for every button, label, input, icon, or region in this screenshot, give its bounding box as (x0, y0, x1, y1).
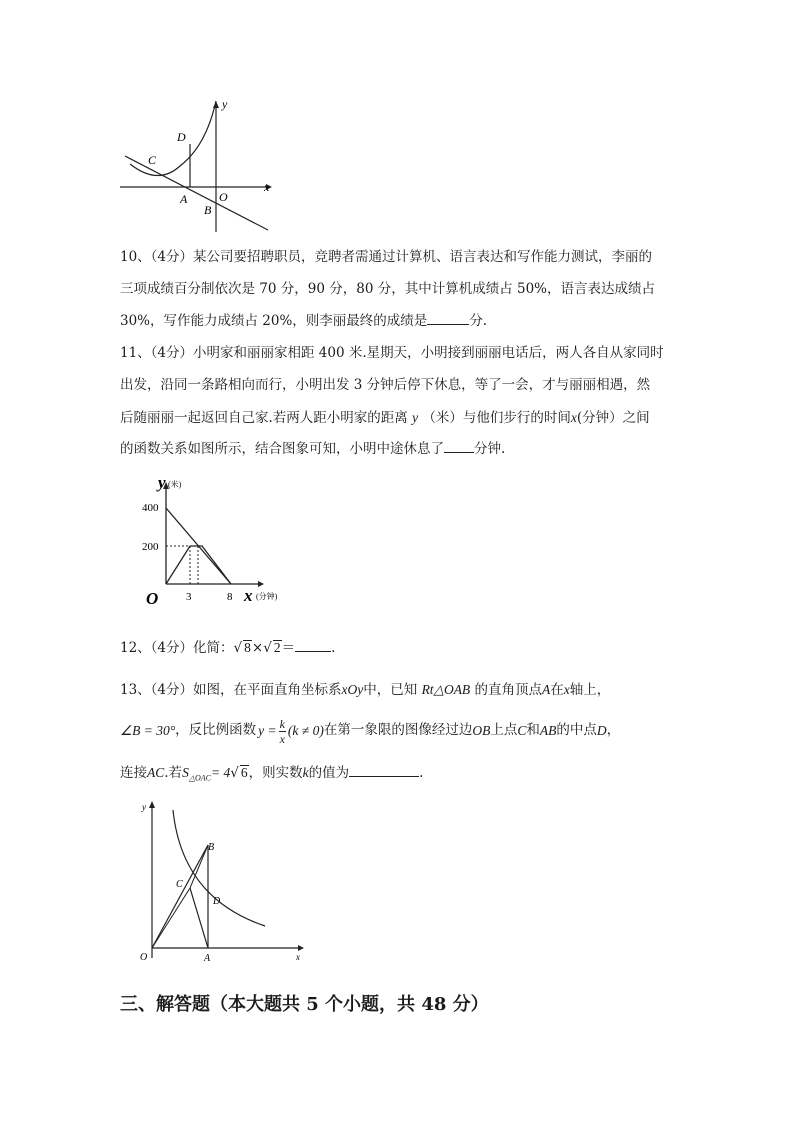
q10-line3-text: 30%，写作能力成绩占 20%，则李丽最终的成绩是 (120, 313, 428, 329)
q13-l2-c: 上点 (490, 722, 518, 739)
q13-area-sub: △OAC (188, 773, 211, 783)
q13-area-s: S (182, 765, 189, 780)
q11-line4-b: 分钟. (474, 441, 506, 457)
answer-blank-q10[interactable] (427, 324, 469, 325)
q12-line (120, 640, 335, 656)
q10-line1: 10、（4分）某公司要招聘职员，竞聘者需通过计算机、语言表达和写作能力测试，李丽的 (120, 249, 653, 265)
q13-fraction: $\frac{k}{x}$ (279, 716, 285, 746)
label-x: x (244, 586, 253, 605)
hyperbola (173, 810, 265, 926)
q11-line3-b: （米）与他们步行的时间 (422, 410, 571, 426)
q13-ab: AB (539, 723, 557, 739)
q11-var-x: x (570, 410, 577, 425)
q13-l3-b: .若 (164, 765, 183, 781)
q13-point-a: A (541, 682, 551, 697)
q13-l1-b: 中，已知 (363, 682, 418, 698)
segment-oc (152, 888, 190, 948)
q13-l1-a: 13、（4分）如图，在平面直角坐标系 (120, 682, 342, 698)
q13-l1-d: 在 (550, 682, 564, 698)
label-3: 3 (186, 591, 192, 603)
q11-line3 (120, 411, 650, 426)
q13-axis-x: x (563, 682, 570, 697)
q11-line4-a: 的函数关系如图所示，结合图象可知，小明中途休息了 (120, 441, 444, 457)
q13-l1-e: 轴上， (569, 682, 611, 698)
curve (130, 101, 216, 176)
label-a: A (204, 953, 211, 964)
label-d: D (213, 896, 221, 907)
figure-q11 (140, 470, 300, 610)
q13-line3 (120, 765, 423, 783)
segment-ob (152, 845, 208, 948)
q13-l3-a: 连接 (120, 765, 147, 781)
label-x: x (296, 952, 300, 962)
q13-line1 (120, 683, 610, 698)
line-cb (125, 156, 268, 230)
equals-sign: ＝ (281, 640, 296, 656)
sqrt-8: √ 8 (233, 640, 251, 656)
q13-area-eq: = 4 (210, 765, 231, 780)
q13-ob: OB (472, 723, 491, 739)
label-y: y (158, 473, 166, 492)
label-y-unit: (米) (168, 480, 182, 489)
q13-rt-oab: Rt△OAB (421, 682, 471, 697)
section-3-heading: 三、解答题（本大题共 5 个小题，共 48 分） (120, 994, 489, 1015)
figure-q9 (118, 96, 278, 236)
label-b: B (208, 842, 215, 853)
q10-line3 (120, 315, 487, 329)
q13-point-d: D (596, 723, 607, 739)
label-o: O (140, 952, 148, 963)
q12-prefix: 12、（4分）化简： (120, 640, 234, 656)
q11-line3-c: (分钟）之间 (576, 410, 650, 426)
label-8: 8 (227, 591, 233, 603)
q13-l1-c: 的直角顶点 (474, 682, 542, 698)
figure-q13 (120, 798, 320, 968)
label-d: D (177, 130, 186, 144)
times-sign: × (251, 640, 264, 656)
label-y: y (222, 97, 228, 111)
q13-condition: (k ≠ 0) (287, 723, 324, 739)
q11-line1: 11、（4分）小明家和丽丽家相距 400 米.星期天，小明接到丽丽电话后，两人各自从家同时 (120, 345, 664, 361)
y-axis-arrow (149, 801, 155, 808)
label-x-unit: (分钟) (256, 592, 278, 601)
q10-line3-end: 分. (469, 313, 488, 329)
label-c: C (176, 879, 183, 890)
q13-k: k (302, 765, 309, 780)
q11-line3-a: 后随丽丽一起返回自己家.若两人距小明家的距离 (120, 410, 408, 426)
label-c: C (148, 153, 157, 167)
q13-xoy: xOy (341, 682, 364, 697)
q11-line4 (120, 443, 505, 457)
label-origin: O (146, 589, 159, 608)
q13-l3-d: 的值为 (308, 765, 350, 781)
q13-point-c: C (517, 723, 527, 739)
sqrt-6: √ 6 (230, 765, 248, 781)
q13-l2-a: ，反比例函数 (175, 722, 257, 739)
label-400: 400 (142, 502, 159, 514)
q13-l3-c: ，则实数 (248, 765, 303, 781)
segment-ac (190, 888, 208, 948)
answer-blank-q13[interactable] (349, 776, 419, 777)
label-y: y (142, 802, 146, 812)
q13-line2 (120, 715, 620, 747)
q13-l2-b: 在第一象限的图像经过边 (323, 722, 473, 739)
q13-ac: AC (147, 765, 165, 780)
label-a: A (180, 192, 188, 206)
label-o: O (219, 190, 228, 204)
label-200: 200 (142, 541, 159, 553)
q13-l2-f: ， (606, 722, 621, 739)
q12-end: . (331, 640, 336, 656)
x-axis-arrow (258, 581, 264, 587)
q13-angle-b: ∠B = 30° (120, 723, 176, 739)
label-b: B (204, 203, 212, 217)
q13-l2-d: 和 (526, 722, 540, 739)
q10-line2: 三项成绩百分制依次是 70 分，90 分，80 分，其中计算机成绩占 50%，语言表达成绩占 (120, 281, 655, 297)
q13-l3-e: . (419, 765, 424, 781)
q13-y-eq: y = (258, 723, 277, 739)
sqrt-2: √ 2 (263, 640, 281, 656)
answer-blank-q12[interactable] (295, 651, 331, 652)
q11-var-y: y (412, 410, 419, 425)
q13-l2-e: 的中点 (556, 722, 597, 739)
label-x: x (264, 180, 270, 194)
q11-line2: 出发，沿同一条路相向而行，小明出发 3 分钟后停下休息，等了一会，才与丽丽相遇，然 (120, 377, 651, 393)
answer-blank-q11[interactable] (444, 452, 474, 453)
x-axis-arrow (298, 945, 304, 951)
